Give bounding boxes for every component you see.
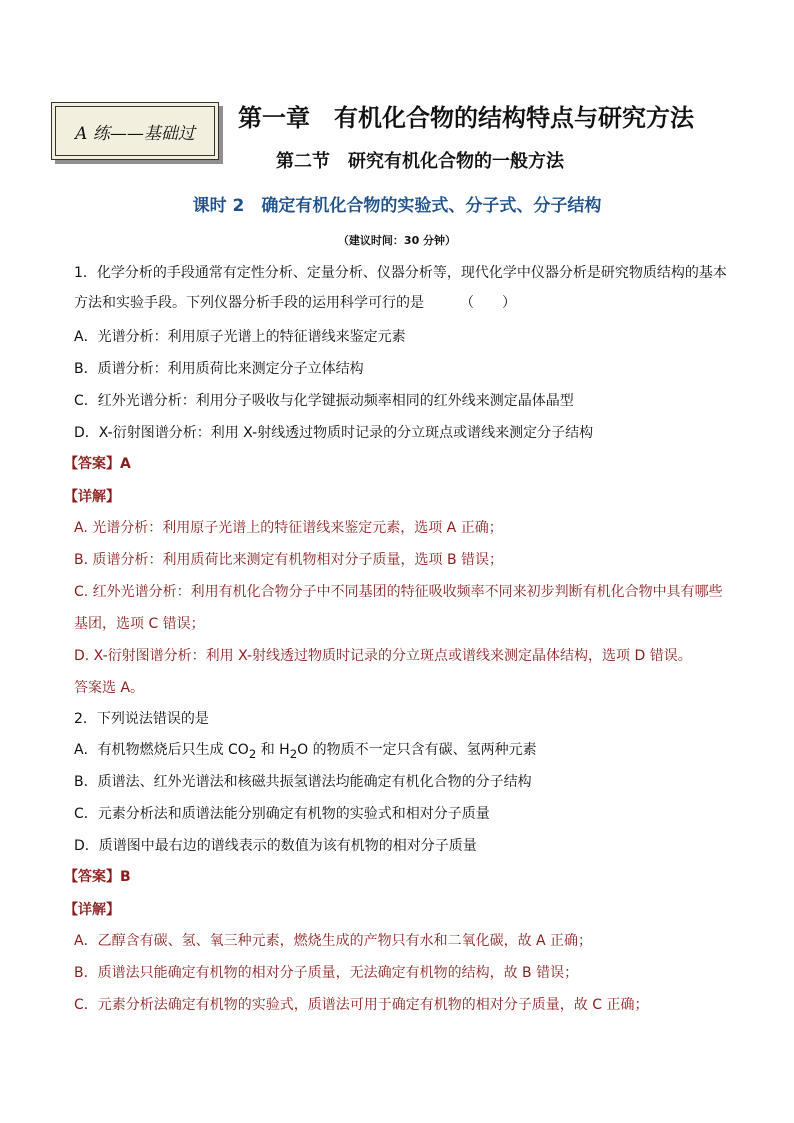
q2-detail-label: 【详解】 <box>64 902 120 918</box>
q1-option-a: A．光谱分析：利用原子光谱上的特征谱线来鉴定元素 <box>74 329 406 345</box>
q1-option-c: C．红外光谱分析：利用分子吸收与化学键振动频率相同的红外线来测定晶体晶型 <box>74 393 574 409</box>
q2-option-c: C．元素分析法和质谱法能分别确定有机物的实验式和相对分子质量 <box>74 806 490 822</box>
q1-option-b: B．质谱分析：利用质荷比来测定分子立体结构 <box>74 361 364 377</box>
q2-detail-c: C．元素分析法确定有机物的实验式，质谱法可用于确定有机物的相对分子质量，故 C 正确； <box>74 997 649 1013</box>
q1-answer: 【答案】A <box>64 456 131 472</box>
lesson-title: 课时 2 确定有机化合物的实验式、分子式、分子结构 <box>192 196 602 216</box>
q2-option-a-mid: 和 H <box>256 742 290 758</box>
chapter-title: 第一章 有机化合物的结构特点与研究方法 <box>238 104 694 132</box>
q1-detail-label: 【详解】 <box>64 489 120 505</box>
q1-stem-line1: 1．化学分析的手段通常有定性分析、定量分析、仪器分析等，现代化学中仪器分析是研究物质结构的基本 <box>74 265 727 281</box>
q1-answer-paren: （ ） <box>460 295 516 311</box>
q1-detail-c-line2: 基团，选项 C 错误； <box>74 616 205 632</box>
q1-conclusion: 答案选 A。 <box>74 680 145 696</box>
practice-badge <box>51 102 219 160</box>
q1-option-d: D．X-衍射图谱分析：利用 X-射线透过物质时记录的分立斑点或谱线来测定分子结构 <box>74 425 594 441</box>
q2-stem: 2．下列说法错误的是 <box>74 711 209 727</box>
q2-option-d: D．质谱图中最右边的谱线表示的数值为该有机物的相对分子质量 <box>74 838 477 854</box>
q2-option-a-pre: A．有机物燃烧后只生成 CO <box>74 742 249 758</box>
h2o-subscript: 2 <box>289 746 298 761</box>
q2-detail-a: A．乙醇含有碳、氢、氧三种元素，燃烧生成的产物只有水和二氧化碳，故 A 正确； <box>74 933 593 949</box>
co2-subscript: 2 <box>248 746 257 761</box>
q1-stem-text: 方法和实验手段。下列仪器分析手段的运用科学可行的是 <box>74 295 424 311</box>
q1-detail-a: A. 光谱分析：利用原子光谱上的特征谱线来鉴定元素，选项 A 正确； <box>74 520 503 536</box>
q1-stem-line2 <box>74 292 516 312</box>
q1-detail-d: D. X-衍射图谱分析：利用 X-射线透过物质时记录的分立斑点或谱线来测定晶体结构，选项 D 错误。 <box>74 648 692 664</box>
q2-detail-b: B．质谱法只能确定有机物的相对分子质量，无法确定有机物的结构，故 B 错误； <box>74 965 579 981</box>
badge-label: A 练——基础过 <box>75 123 195 144</box>
q1-detail-c-line1: C. 红外光谱分析：利用有机化合物分子中不同基团的特征吸收频率不同来初步判断有机化合物中具有哪些 <box>74 584 723 600</box>
suggested-time: （建议时间：30 分钟） <box>337 234 457 247</box>
q1-detail-b: B. 质谱分析：利用质荷比来测定有机物相对分子质量，选项 B 错误； <box>74 552 504 568</box>
q2-option-a <box>74 739 537 761</box>
section-title: 第二节 研究有机化合物的一般方法 <box>276 151 564 172</box>
q2-option-b: B．质谱法、红外光谱法和核磁共振氢谱法均能确定有机化合物的分子结构 <box>74 774 532 790</box>
q2-answer: 【答案】B <box>64 869 131 885</box>
q2-option-a-post: O 的物质不一定只含有碳、氢两种元素 <box>297 742 537 758</box>
